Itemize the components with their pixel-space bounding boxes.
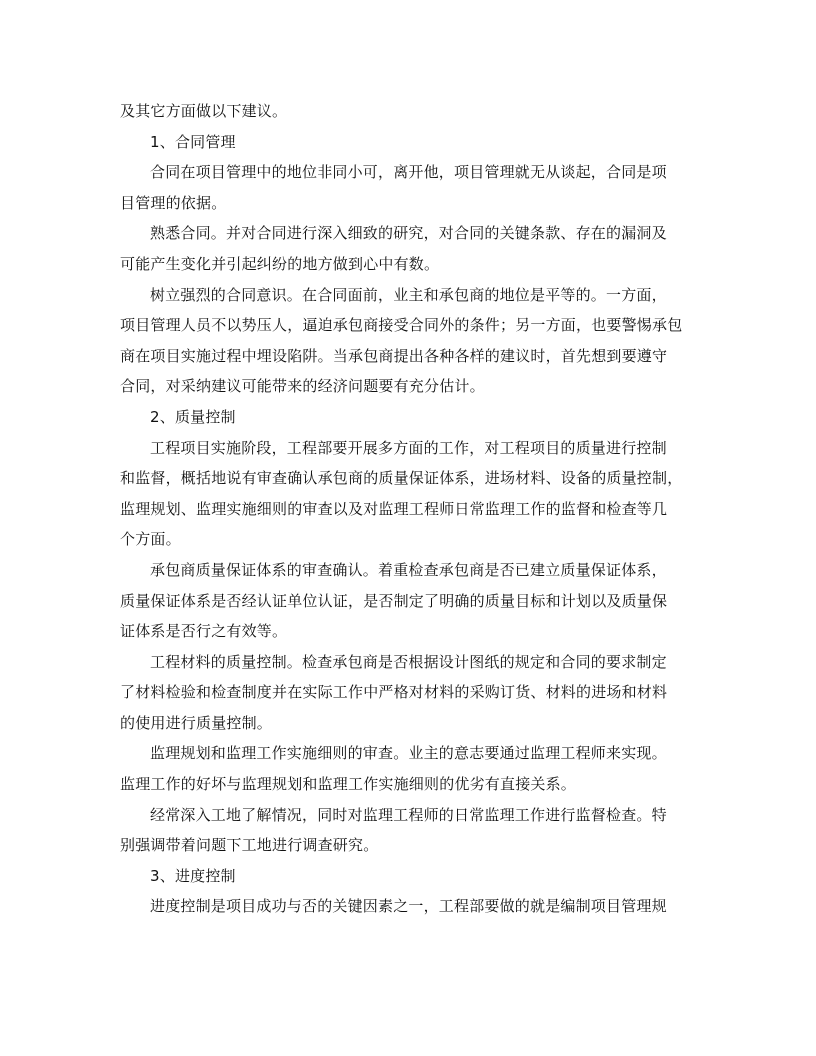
paragraph-line: 项目管理人员不以势压人，逼迫承包商接受合同外的条件；另一方面，也要警惕承包 bbox=[120, 316, 683, 335]
paragraph-line: 熟悉合同。并对合同进行深入细致的研究，对合同的关键条款、存在的漏洞及 bbox=[150, 224, 667, 243]
paragraph-line: 可能产生变化并引起纠纷的地方做到心中有数。 bbox=[120, 254, 440, 273]
paragraph-line: 的使用进行质量控制。 bbox=[120, 713, 273, 732]
paragraph-line: 证体系是否行之有效等。 bbox=[120, 622, 288, 641]
paragraph-line: 经常深入工地了解情况，同时对监理工程师的日常监理工作进行监督检查。特 bbox=[150, 805, 667, 824]
paragraph-line: 个方面。 bbox=[120, 530, 181, 549]
paragraph-line: 监理规划、监理实施细则的审查以及对监理工程师日常监理工作的监督和检查等几 bbox=[120, 499, 668, 518]
paragraph-line: 目管理的依据。 bbox=[120, 193, 227, 212]
paragraph-line: 和监督，概括地说有审查确认承包商的质量保证体系，进场材料、设备的质量控制， bbox=[120, 469, 683, 488]
document-page bbox=[120, 96, 696, 922]
paragraph-line: 商在项目实施过程中埋设陷阱。当承包商提出各种各样的建议时，首先想到要遵守 bbox=[120, 346, 668, 365]
paragraph-line: 了材料检验和检查制度并在实际工作中严格对材料的采购订货、材料的进场和材料 bbox=[120, 683, 668, 702]
section-heading-contract: 1、合同管理 bbox=[150, 132, 236, 151]
paragraph-line: 合同在项目管理中的地位非同小可，离开他，项目管理就无从谈起，合同是项 bbox=[150, 163, 667, 182]
paragraph-line: 工程材料的质量控制。检查承包商是否根据设计图纸的规定和合同的要求制定 bbox=[150, 652, 667, 671]
paragraph-line: 合同，对采纳建议可能带来的经济问题要有充分估计。 bbox=[120, 377, 485, 396]
paragraph-line: 别强调带着问题下工地进行调查研究。 bbox=[120, 836, 379, 855]
paragraph-continuation: 及其它方面做以下建议。 bbox=[120, 102, 288, 120]
paragraph-line: 进度控制是项目成功与否的关键因素之一，工程部要做的就是编制项目管理规 bbox=[150, 897, 667, 916]
section-heading-schedule: 3、进度控制 bbox=[150, 866, 236, 885]
paragraph-line: 树立强烈的合同意识。在合同面前，业主和承包商的地位是平等的。一方面， bbox=[150, 285, 667, 304]
paragraph-line: 监理规划和监理工作实施细则的审查。业主的意志要通过监理工程师来实现。 bbox=[150, 744, 667, 763]
paragraph-line: 质量保证体系是否经认证单位认证，是否制定了明确的质量目标和计划以及质量保 bbox=[120, 591, 668, 610]
section-heading-quality: 2、质量控制 bbox=[150, 407, 236, 426]
paragraph-line: 承包商质量保证体系的审查确认。着重检查承包商是否已建立质量保证体系， bbox=[150, 560, 667, 579]
paragraph-line: 监理工作的好坏与监理规划和监理工作实施细则的优劣有直接关系。 bbox=[120, 775, 577, 794]
paragraph-line: 工程项目实施阶段，工程部要开展多方面的工作，对工程项目的质量进行控制 bbox=[150, 438, 667, 457]
